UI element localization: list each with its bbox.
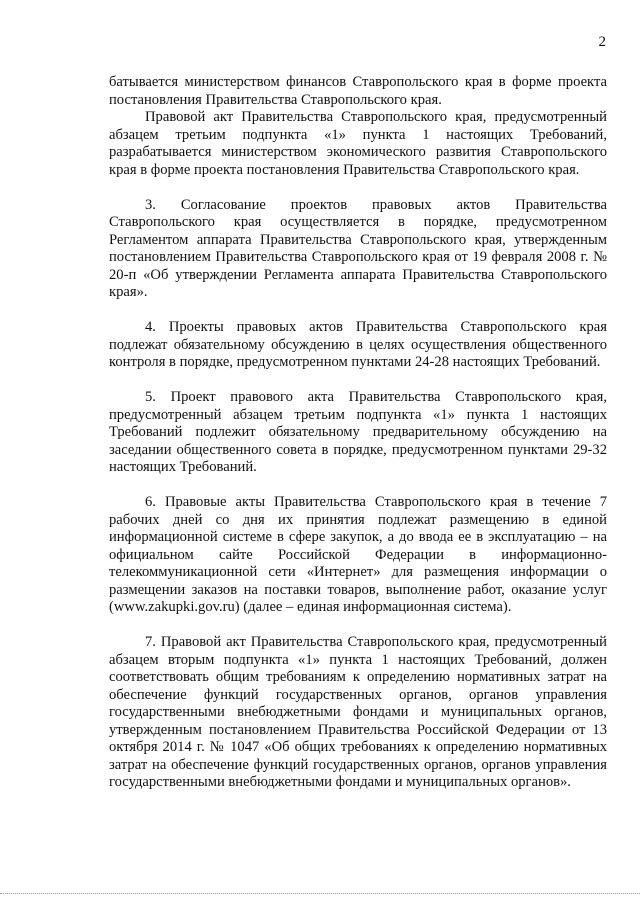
document-body [109,74,607,792]
paragraph-item-4: 4. Проекты правовых актов Правительства Ставропольского края подлежат обязательному обсуждению в целях осуществления общественного контроля в порядке, предусмотренном пунктами 24-28 настоящих Требований. [109,319,607,370]
paragraph-item-6: 6. Правовые акты Правительства Ставропольского края в течение 7 рабочих дней со дня их принятия подлежат размещению в единой информационной системе в сфере закупок, а до ввода ее в эксплуатацию – на официальном сайте Российской Федерации в информационно-телекоммуникационной сети «Интернет» для размещения информации о размещении заказов на поставки товаров, выполнение работ, оказание услуг (www.zakupki.gov.ru) (далее – единая информационная система). [109,494,607,615]
paragraph-item-3: 3. Согласование проектов правовых актов Правительства Ставропольского края осуществляется в порядке, предусмотренном Регламентом аппарата Правительства Ставропольского края, утвержденным постановлением Правительства Ставропольского края от 19 февраля 2008 г. № 20-п «Об утверждении Регламента аппарата Правительства Ставропольского края». [109,196,607,300]
page-number: 2 [598,34,606,50]
paragraph-item-5: 5. Проект правового акта Правительства Ставропольского края, предусмотренный абзацем третьим подпункта «1» пункта 1 настоящих Требований подлежит обязательному предварительному обсуждению на заседании общественного совета в порядке, предусмотренном пунктами 29-32 настоящих Требований. [109,389,607,475]
paragraph-item-7: 7. Правовой акт Правительства Ставропольского края, предусмотренный абзацем вторым подпункта «1» пункта 1 настоящих Требований, должен соответствовать общим требованиям к определению нормативных затрат на обеспечение функций государственных органов, органов управления государственными внебюджетными фондами и муниципальных органов, утвержденным постановлением Правительства Российской Федерации от 13 октября 2014 г. № 1047 «Об общих требованиях к определению нормативных затрат на обеспечение функций государственных органов, органов управления государственными внебюджетными фондами и муниципальных органов». [109,634,607,790]
scan-bottom-edge-line [0,893,640,894]
paragraph-legal-act-economic: Правовой акт Правительства Ставропольского края, предусмотренный абзацем третьим подпункта «1» пункта 1 настоящих Требований, разрабатывается министерством экономического развития Ставропольского края в форме проекта постановления Правительства Ставропольского края. [109,109,607,178]
paragraph-continuation: батывается министерством финансов Ставропольского края в форме проекта постановления Правительства Ставропольского края. [109,74,607,108]
